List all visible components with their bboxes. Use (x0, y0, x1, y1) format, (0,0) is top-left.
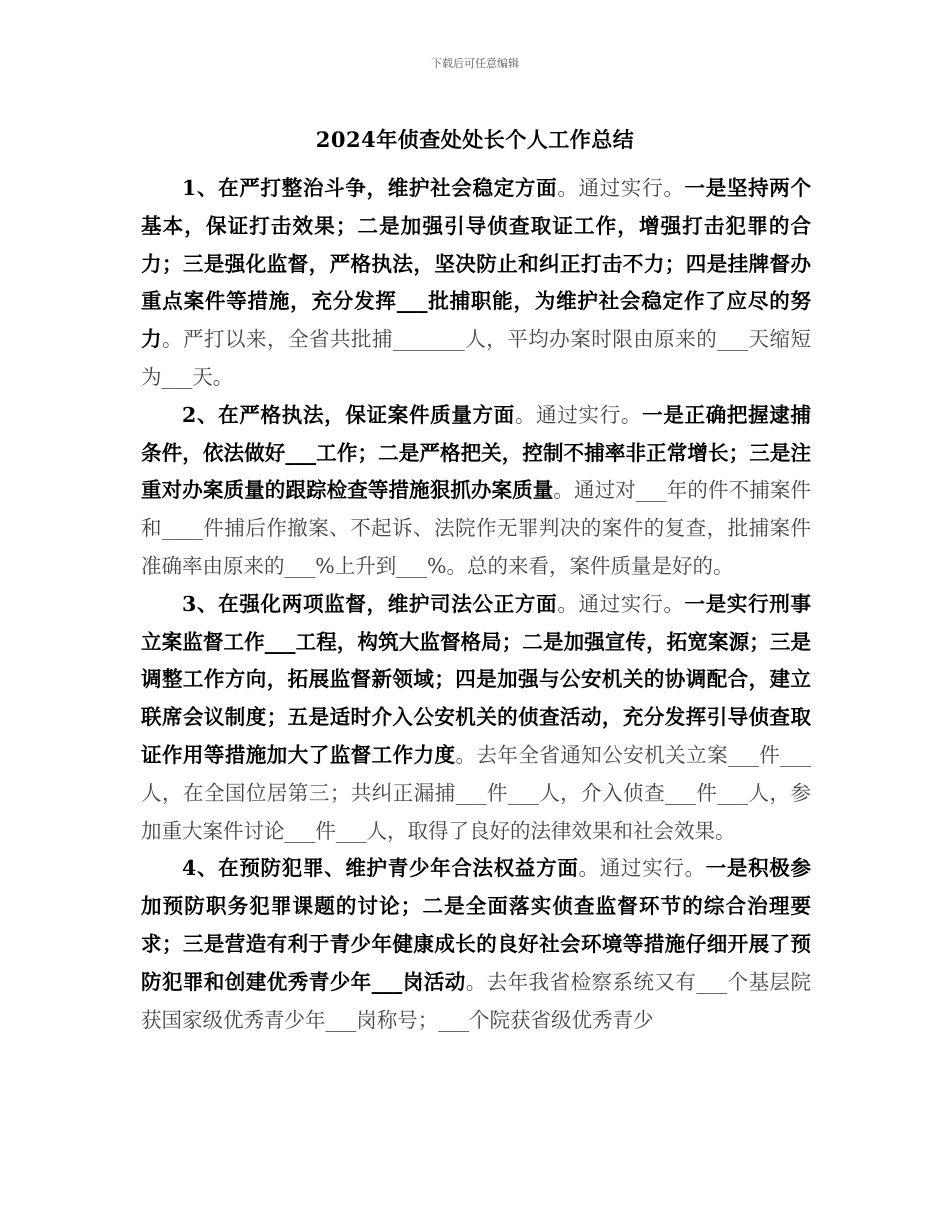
document-body (141, 170, 811, 1039)
paragraph-4-connector: 。通过实行。 (578, 856, 706, 881)
paragraph-1 (141, 170, 811, 397)
document-title: 2024年侦查处处长个人工作总结 (315, 127, 635, 152)
paragraph-4-results: 。去年我省检察系统又有___个基层院获国家级优秀青少年___岗称号；___个院获省级优秀青少 (141, 969, 811, 1032)
paragraph-3-measures: 一是实行刑事立案监督工作___工程，构筑大监督格局；二是加强宣传，拓宽案源；三是调整工作方向，拓展监督新领域；四是加强与公安机关的协调配合，建立联席会议制度；五是适时介入公安机关的侦查活动，充分发挥引导侦查取证作用等措施加大了监督工作力度 (141, 591, 812, 767)
paragraph-3-results: 。去年全省通知公安机关立案___件___人，在全国位居第三；共纠正漏捕___件___人，介入侦查___件___人，参加重大案件讨论___件___人，取得了良好的法律效果和社会效果。 (141, 742, 811, 843)
paragraph-1-connector: 。通过实行。 (557, 176, 685, 200)
paragraph-2-results: 。通过对___年的件不捕案件和____件捕后作撤案、不起诉、法院作无罪判决的案件的复查，批捕案件准确率由原来的___%上升到___%。总的来看，案件质量是好的。 (141, 478, 812, 578)
paragraph-2-connector: 。通过实行。 (514, 402, 643, 427)
paragraph-1-results: 。严打以来，全省共批捕_______人，平均办案时限由原来的___天缩短为___天。 (141, 327, 811, 389)
paragraph-1-measures: 一是坚持两个基本，保证打击效果；二是加强引导侦查取证工作，增强打击犯罪的合力；三是强化监督，严格执法，坚决防止和纠正打击不力；四是挂牌督办重点案件等措施，充分发挥___批捕职能，为维护社会稳定作了应尽的努力 (141, 176, 812, 352)
paragraph-4 (141, 850, 811, 1039)
paragraph-3 (141, 586, 811, 851)
paragraph-2 (141, 397, 811, 586)
paragraph-3-connector: 。通过实行。 (557, 591, 685, 616)
paragraph-4-measures: 一是积极参加预防职务犯罪课题的讨论；二是全面落实侦查监督环节的综合治理要求；三是营造有利于青少年健康成长的良好社会环境等措施仔细开展了预防犯罪和创建优秀青少年___岗活动 (141, 856, 812, 994)
paragraph-1-heading: 1、在严打整治斗争，维护社会稳定方面 (182, 176, 558, 200)
paragraph-2-heading: 2、在严格执法，保证案件质量方面 (182, 402, 515, 427)
paragraph-2-measures: 一是正确把握逮捕条件，依法做好___工作；二是严格把关，控制不捕率非正常增长；三是注重对办案质量的跟踪检查等措施狠抓办案质量 (141, 402, 812, 503)
paragraph-3-heading: 3、在强化两项监督，维护司法公正方面 (182, 591, 558, 616)
paragraph-4-heading: 4、在预防犯罪、维护青少年合法权益方面 (182, 856, 579, 881)
page-header-note: 下载后可任意编辑 (431, 57, 519, 70)
